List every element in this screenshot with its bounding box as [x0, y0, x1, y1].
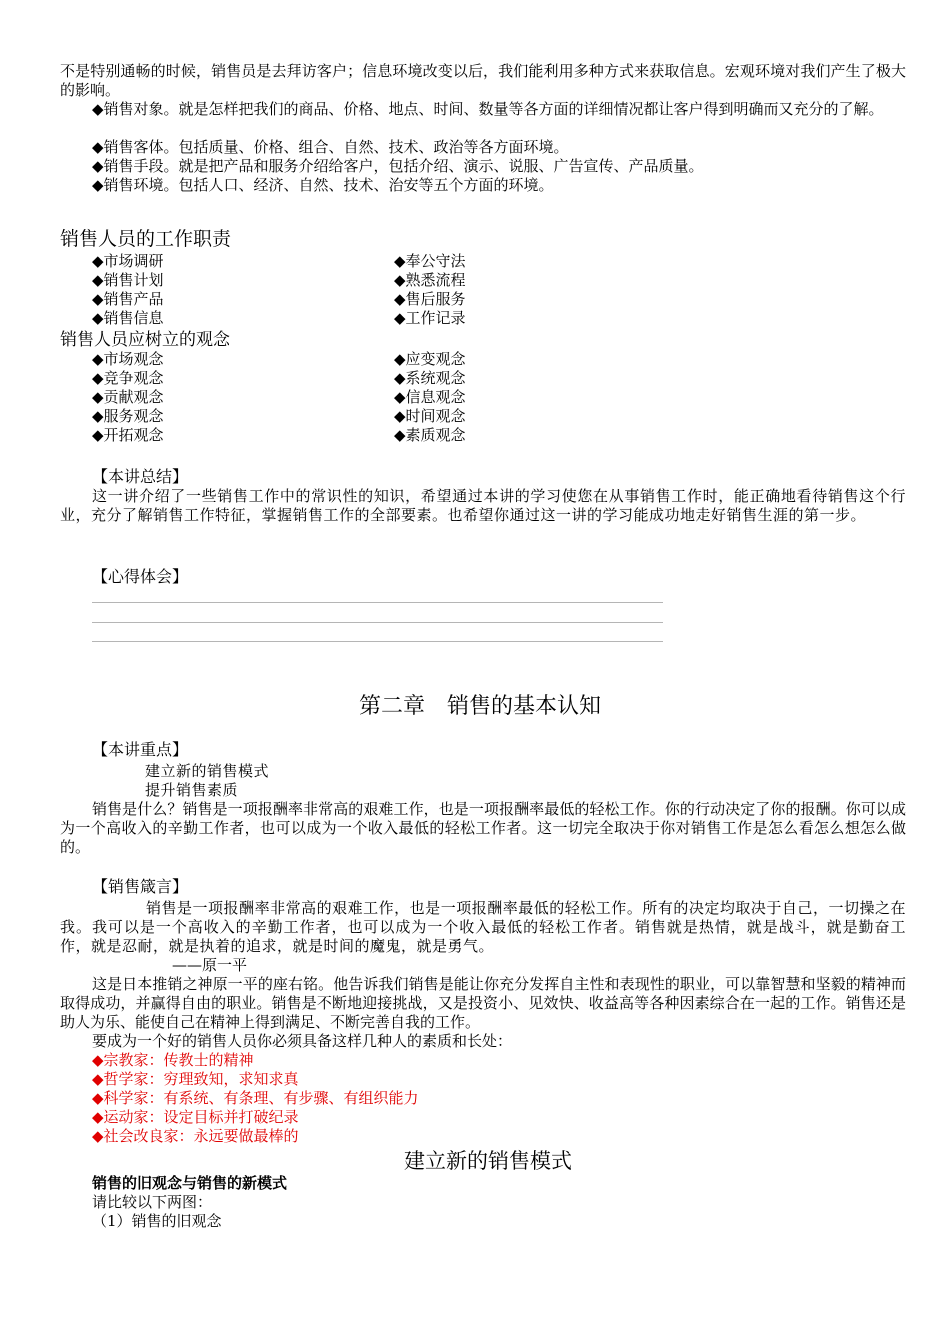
concept-item: ◆开拓观念	[92, 426, 164, 444]
summary-text: 这一讲介绍了一些销售工作中的常识性的知识，希望通过本讲的学习使您在从事销售工作时，能正确地看待销售这个行业，充分了解销售工作特征，掌握销售工作的全部要素。也希望你通过这一讲的学习能成功地走好销售生涯的第一步。	[60, 487, 906, 524]
key-point-item: 建立新的销售模式	[145, 762, 270, 780]
reflection-line	[92, 622, 663, 623]
reflection-line	[92, 641, 663, 642]
figure-label: （1）销售的旧观念	[92, 1212, 222, 1230]
bullet-sales-object: ◆销售对象。就是怎样把我们的商品、价格、地点、时间、数量等各方面的详细情况都让客户得到明确而又充分的了解。	[92, 100, 884, 118]
concept-item: ◆贡献观念	[92, 388, 164, 406]
concept-item: ◆市场观念	[92, 350, 164, 368]
concept-item: ◆系统观念	[394, 369, 466, 387]
duty-item: ◆销售产品	[92, 290, 164, 308]
concept-item: ◆服务观念	[92, 407, 164, 425]
key-point-item: 提升销售素质	[145, 781, 239, 799]
bullet-sales-subject: ◆销售客体。包括质量、价格、组合、自然、技术、政治等各方面环境。	[92, 138, 569, 156]
bullet-sales-means: ◆销售手段。就是把产品和服务介绍给客户，包括介绍、演示、说服、广告宣传、产品质量。	[92, 157, 704, 175]
reflection-heading: 【心得体会】	[92, 567, 189, 586]
quality-item: ◆哲学家：穷理致知，求知求真	[92, 1070, 299, 1088]
concepts-title: 销售人员应树立的观念	[60, 330, 230, 350]
duty-item: ◆市场调研	[92, 252, 164, 270]
section-title: 建立新的销售模式	[404, 1149, 572, 1173]
concept-item: ◆时间观念	[394, 407, 466, 425]
concept-item: ◆信息观念	[394, 388, 466, 406]
motto-text: 销售是一项报酬率非常高的艰难工作，也是一项报酬率最低的轻松工作。所有的决定均取决于自己，一切操之在我。我可以是一个高收入的辛勤工作者，也可以成为一个收入最低的轻松工作者。销售就是热情，就是战斗，就是勤奋工作，就是忍耐，就是执着的追求，就是时间的魔鬼，就是勇气。	[60, 899, 906, 955]
reflection-line	[92, 602, 663, 603]
concept-item: ◆应变观念	[394, 350, 466, 368]
duty-item: ◆熟悉流程	[394, 271, 466, 289]
chapter-intro: 销售是什么？销售是一项报酬率非常高的艰难工作，也是一项报酬率最低的轻松工作。你的行动决定了你的报酬。你可以成为一个高收入的辛勤工作者，也可以成为一个收入最低的轻松工作者。这一切完全取决于你对销售工作是怎么看怎么想怎么做的。	[60, 800, 906, 856]
intro-paragraph: 不是特别通畅的时候，销售员是去拜访客户；信息环境改变以后，我们能利用多种方式来获取信息。宏观环境对我们产生了极大的影响。	[60, 62, 906, 99]
duty-item: ◆奉公守法	[394, 252, 466, 270]
motto-explanation: 这是日本推销之神原一平的座右铭。他告诉我们销售是能让你充分发挥自主性和表现性的职业，可以靠智慧和坚毅的精神而取得成功，并赢得自由的职业。销售是不断地迎接挑战，又是投资小、见效快、收益高等各种因素综合在一起的工作。销售还是助人为乐、能使自己在精神上得到满足、不断完善自我的工作。	[60, 975, 906, 1031]
subsection-title: 销售的旧观念与销售的新模式	[92, 1174, 288, 1192]
concept-item: ◆竞争观念	[92, 369, 164, 387]
duty-item: ◆工作记录	[394, 309, 466, 327]
duties-title: 销售人员的工作职责	[60, 228, 232, 250]
duty-item: ◆销售信息	[92, 309, 164, 327]
motto-heading: 【销售箴言】	[92, 877, 189, 896]
summary-heading: 【本讲总结】	[92, 467, 189, 486]
quality-item: ◆运动家：设定目标并打破纪录	[92, 1108, 299, 1126]
quality-item: ◆科学家：有系统、有条理、有步骤、有组织能力	[92, 1089, 419, 1107]
motto-author: ——原一平	[172, 956, 248, 974]
duty-item: ◆销售计划	[92, 271, 164, 289]
duty-item: ◆售后服务	[394, 290, 466, 308]
quality-item: ◆社会改良家：永远要做最棒的	[92, 1127, 299, 1145]
quality-item: ◆宗教家：传教士的精神	[92, 1051, 254, 1069]
chapter-title: 第二章 销售的基本认知	[359, 694, 602, 719]
qualities-intro: 要成为一个好的销售人员你必须具备这样几种人的素质和长处：	[92, 1032, 513, 1050]
concept-item: ◆素质观念	[394, 426, 466, 444]
bullet-sales-environment: ◆销售环境。包括人口、经济、自然、技术、治安等五个方面的环境。	[92, 176, 554, 194]
compare-text: 请比较以下两图：	[92, 1193, 213, 1211]
key-points-heading: 【本讲重点】	[92, 740, 189, 759]
